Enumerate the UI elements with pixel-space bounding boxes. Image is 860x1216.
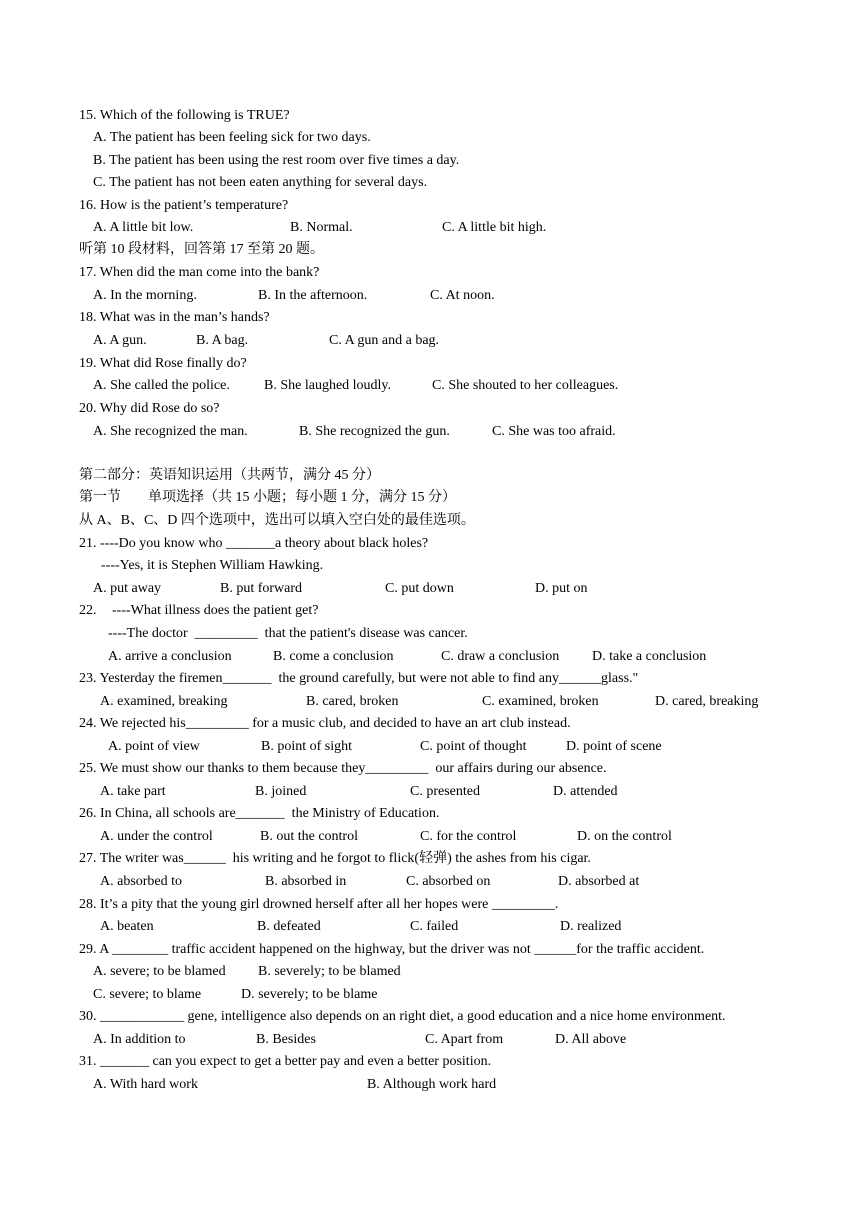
text-segment: B. come a conclusion — [273, 649, 394, 664]
text-line: 22. — [79, 603, 97, 618]
text-line: 18. What was in the man’s hands? — [79, 310, 270, 325]
text-line: 21. ----Do you know who _______a theory about black holes? — [79, 536, 429, 551]
text-segment: D. All above — [555, 1032, 627, 1047]
text-segment: C. put down — [385, 581, 454, 596]
text-segment: C. She was too afraid. — [492, 424, 616, 439]
text-segment: D. cared, breaking — [655, 694, 759, 709]
text-line: A. She recognized the man. — [93, 424, 248, 439]
text-line: A. severe; to be blamed — [93, 964, 226, 979]
text-segment: B. point of sight — [261, 739, 353, 754]
text-segment: D. point of scene — [566, 739, 662, 754]
text-line: B. The patient has been using the rest room over five times a day. — [93, 153, 460, 168]
text-segment: C. point of thought — [420, 739, 527, 754]
text-line: 20. Why did Rose do so? — [79, 401, 220, 416]
text-segment: D. realized — [560, 919, 622, 934]
text-segment: C. failed — [410, 919, 459, 934]
text-segment: D. severely; to be blame — [241, 987, 378, 1002]
text-line: A. under the control — [100, 829, 213, 844]
text-segment: D. on the control — [577, 829, 672, 844]
text-segment: D. absorbed at — [558, 874, 640, 889]
text-segment: B. She recognized the gun. — [299, 424, 450, 439]
text-segment: B. Although work hard — [367, 1077, 497, 1092]
text-line: 从 A、B、C、D 四个选项中，选出可以填入空白处的最佳选项。 — [79, 513, 475, 528]
text-segment: C. for the control — [420, 829, 517, 844]
text-line: 31. _______ can you expect to get a better pay and even a better position. — [79, 1054, 492, 1069]
text-line: A. In the morning. — [93, 288, 197, 303]
text-line: A. examined, breaking — [100, 694, 228, 709]
text-line: 第一节 — [79, 490, 121, 505]
text-line: ----Yes, it is Stephen William Hawking. — [101, 558, 324, 573]
text-line: 29. A ________ traffic accident happened on the highway, but the driver was not ______for the traffic accident. — [79, 942, 705, 957]
text-segment: B. defeated — [257, 919, 321, 934]
text-line: 27. The writer was______ his writing and he forgot to flick(轻弹) the ashes from his cigar. — [79, 851, 591, 866]
text-line: 第二部分：英语知识运用（共两节，满分 45 分） — [79, 468, 380, 483]
text-segment: D. put on — [535, 581, 588, 596]
text-line: A. beaten — [100, 919, 154, 934]
text-segment: C. draw a conclusion — [441, 649, 560, 664]
text-line: A. A gun. — [93, 333, 147, 348]
text-segment: B. put forward — [220, 581, 303, 596]
text-segment: D. take a conclusion — [592, 649, 707, 664]
text-segment: B. absorbed in — [265, 874, 347, 889]
text-segment: C. A little bit high. — [442, 220, 547, 235]
text-segment: B. A bag. — [196, 333, 249, 348]
text-line: A. The patient has been feeling sick for two days. — [93, 130, 371, 145]
text-line: 15. Which of the following is TRUE? — [79, 108, 290, 123]
text-segment: C. absorbed on — [406, 874, 491, 889]
text-segment: B. She laughed loudly. — [264, 378, 392, 393]
text-line: A. point of view — [108, 739, 200, 754]
text-segment: B. Normal. — [290, 220, 353, 235]
text-line: A. In addition to — [93, 1032, 186, 1047]
text-segment: B. out the control — [260, 829, 358, 844]
text-line: A. arrive a conclusion — [108, 649, 232, 664]
text-segment: ----What illness does the patient get? — [112, 603, 319, 618]
text-segment: 单项选择（共 15 小题；每小题 1 分，满分 15 分） — [148, 490, 456, 505]
text-line: 听第 10 段材料，回答第 17 至第 20 题。 — [79, 242, 324, 257]
text-line: A. put away — [93, 581, 162, 596]
text-segment: B. joined — [255, 784, 307, 799]
text-line: C. The patient has not been eaten anything for several days. — [93, 175, 428, 190]
text-segment: C. She shouted to her colleagues. — [432, 378, 619, 393]
text-line: 23. Yesterday the firemen_______ the ground carefully, but were not able to find any______glass." — [79, 671, 639, 686]
text-line: 16. How is the patient’s temperature? — [79, 198, 289, 213]
text-segment: C. A gun and a bag. — [329, 333, 440, 348]
text-line: ----The doctor _________ that the patient's disease was cancer. — [108, 626, 468, 641]
text-segment: C. examined, broken — [482, 694, 599, 709]
text-segment: D. attended — [553, 784, 618, 799]
text-line: A. She called the police. — [93, 378, 230, 393]
text-line: 28. It’s a pity that the young girl drowned herself after all her hopes were _________. — [79, 897, 559, 912]
text-line: 19. What did Rose finally do? — [79, 356, 247, 371]
text-segment: B. Besides — [256, 1032, 316, 1047]
text-line: A. With hard work — [93, 1077, 198, 1092]
text-line: 24. We rejected his_________ for a music club, and decided to have an art club instead. — [79, 716, 571, 731]
text-line: A. A little bit low. — [93, 220, 194, 235]
text-line: C. severe; to blame — [93, 987, 202, 1002]
text-line: A. absorbed to — [100, 874, 183, 889]
text-segment: B. severely; to be blamed — [258, 964, 401, 979]
text-line: A. take part — [100, 784, 166, 799]
text-segment: B. cared, broken — [306, 694, 399, 709]
text-segment: C. presented — [410, 784, 480, 799]
text-segment: C. Apart from — [425, 1032, 504, 1047]
text-segment: B. In the afternoon. — [258, 288, 368, 303]
text-line: 17. When did the man come into the bank? — [79, 265, 320, 280]
text-segment: C. At noon. — [430, 288, 495, 303]
text-line: 30. ____________ gene, intelligence also depends on an right diet, a good education and a nice home environment. — [79, 1009, 726, 1024]
text-line: 25. We must show our thanks to them because they_________ our affairs during our absence. — [79, 761, 607, 776]
text-line: 26. In China, all schools are_______ the Ministry of Education. — [79, 806, 440, 821]
